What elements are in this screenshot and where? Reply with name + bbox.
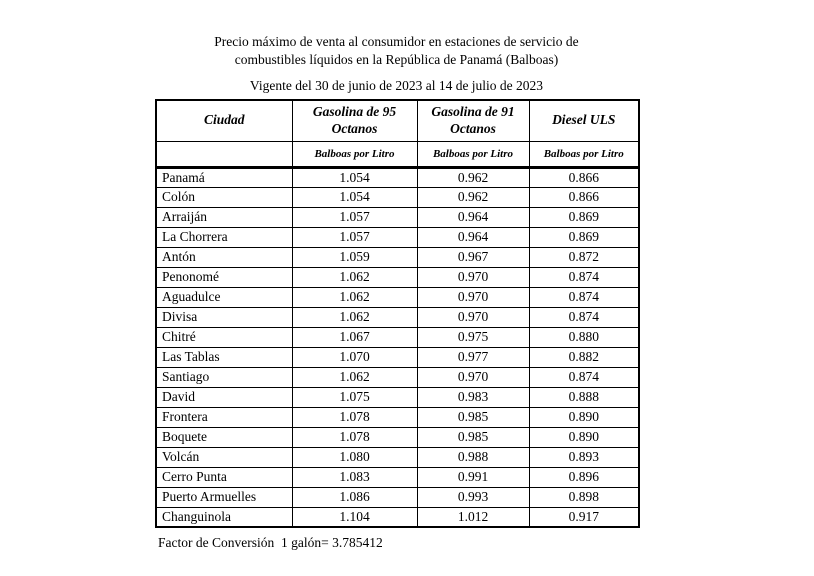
price-table [155, 99, 640, 528]
table-row [156, 267, 639, 287]
table-row [156, 167, 639, 187]
table-row [156, 227, 639, 247]
price-cell: 0.988 [417, 447, 529, 467]
city-cell: Puerto Armuelles [156, 487, 292, 507]
table-row [156, 427, 639, 447]
city-cell: Antón [156, 247, 292, 267]
city-cell: La Chorrera [156, 227, 292, 247]
price-cell: 1.054 [292, 167, 417, 187]
price-cell: 1.083 [292, 467, 417, 487]
table-row [156, 187, 639, 207]
unit-cell-empty [156, 141, 292, 167]
table-row [156, 387, 639, 407]
table-row [156, 207, 639, 227]
price-cell: 1.067 [292, 327, 417, 347]
title-line-2: combustibles líquidos en la República de Panamá (Balboas) [234, 52, 559, 67]
document-content [155, 33, 638, 551]
table-unit-row [156, 141, 639, 167]
table-row [156, 367, 639, 387]
table-row [156, 487, 639, 507]
city-cell: Arraiján [156, 207, 292, 227]
price-cell: 0.962 [417, 187, 529, 207]
price-cell: 0.967 [417, 247, 529, 267]
unit-cell-gasolina-95: Balboas por Litro [292, 141, 417, 167]
col-header-ciudad: Ciudad [156, 100, 292, 141]
price-cell: 0.975 [417, 327, 529, 347]
city-cell: Changuinola [156, 507, 292, 527]
city-cell: Panamá [156, 167, 292, 187]
price-cell: 0.970 [417, 267, 529, 287]
price-cell: 0.970 [417, 367, 529, 387]
price-cell: 0.890 [529, 427, 639, 447]
city-cell: Frontera [156, 407, 292, 427]
price-cell: 1.012 [417, 507, 529, 527]
price-cell: 0.970 [417, 287, 529, 307]
price-cell: 1.057 [292, 207, 417, 227]
price-cell: 0.985 [417, 407, 529, 427]
price-cell: 0.869 [529, 207, 639, 227]
price-cell: 1.080 [292, 447, 417, 467]
price-cell: 0.880 [529, 327, 639, 347]
price-cell: 0.962 [417, 167, 529, 187]
title-line-1: Precio máximo de venta al consumidor en estaciones de servicio de [214, 34, 579, 49]
price-cell: 0.890 [529, 407, 639, 427]
price-cell: 0.872 [529, 247, 639, 267]
table-header-row [156, 100, 639, 141]
price-cell: 0.874 [529, 267, 639, 287]
city-cell: Boquete [156, 427, 292, 447]
price-cell: 0.888 [529, 387, 639, 407]
price-cell: 0.983 [417, 387, 529, 407]
table-row [156, 347, 639, 367]
document-subtitle: Vigente del 30 de junio de 2023 al 14 de julio de 2023 [249, 78, 544, 93]
table-row [156, 327, 639, 347]
city-cell: Santiago [156, 367, 292, 387]
city-cell: Aguadulce [156, 287, 292, 307]
city-cell: Chitré [156, 327, 292, 347]
price-cell: 1.086 [292, 487, 417, 507]
price-cell: 0.985 [417, 427, 529, 447]
price-cell: 1.078 [292, 427, 417, 447]
price-cell: 1.062 [292, 267, 417, 287]
city-cell: Colón [156, 187, 292, 207]
price-cell: 0.970 [417, 307, 529, 327]
table-row [156, 467, 639, 487]
table-row [156, 287, 639, 307]
price-cell: 0.964 [417, 207, 529, 227]
document-title [155, 33, 638, 69]
price-cell: 1.062 [292, 307, 417, 327]
price-cell: 0.874 [529, 287, 639, 307]
city-cell: Las Tablas [156, 347, 292, 367]
price-cell: 1.070 [292, 347, 417, 367]
price-cell: 1.057 [292, 227, 417, 247]
price-cell: 0.893 [529, 447, 639, 467]
price-cell: 0.898 [529, 487, 639, 507]
price-cell: 0.917 [529, 507, 639, 527]
unit-cell-diesel-uls: Balboas por Litro [529, 141, 639, 167]
table-row [156, 447, 639, 467]
col-header-gasolina-91: Gasolina de 91 Octanos [417, 100, 529, 141]
table-row [156, 247, 639, 267]
table-row [156, 407, 639, 427]
city-cell: Penonomé [156, 267, 292, 287]
city-cell: Cerro Punta [156, 467, 292, 487]
price-cell: 0.869 [529, 227, 639, 247]
price-cell: 1.054 [292, 187, 417, 207]
unit-cell-gasolina-91: Balboas por Litro [417, 141, 529, 167]
col-header-gasolina-95: Gasolina de 95 Octanos [292, 100, 417, 141]
price-cell: 1.104 [292, 507, 417, 527]
table-row [156, 307, 639, 327]
price-cell: 1.059 [292, 247, 417, 267]
table-row [156, 507, 639, 527]
price-cell: 0.882 [529, 347, 639, 367]
city-cell: Divisa [156, 307, 292, 327]
conversion-factor-note: Factor de Conversión 1 galón= 3.785412 [158, 535, 383, 550]
price-cell: 1.075 [292, 387, 417, 407]
price-cell: 0.964 [417, 227, 529, 247]
price-cell: 0.991 [417, 467, 529, 487]
city-cell: Volcán [156, 447, 292, 467]
price-cell: 0.977 [417, 347, 529, 367]
price-cell: 1.062 [292, 287, 417, 307]
city-cell: David [156, 387, 292, 407]
col-header-diesel-uls: Diesel ULS [529, 100, 639, 141]
price-cell: 0.993 [417, 487, 529, 507]
price-cell: 1.078 [292, 407, 417, 427]
price-cell: 0.874 [529, 307, 639, 327]
price-cell: 0.866 [529, 187, 639, 207]
price-cell: 0.896 [529, 467, 639, 487]
price-cell: 0.874 [529, 367, 639, 387]
price-cell: 1.062 [292, 367, 417, 387]
price-cell: 0.866 [529, 167, 639, 187]
